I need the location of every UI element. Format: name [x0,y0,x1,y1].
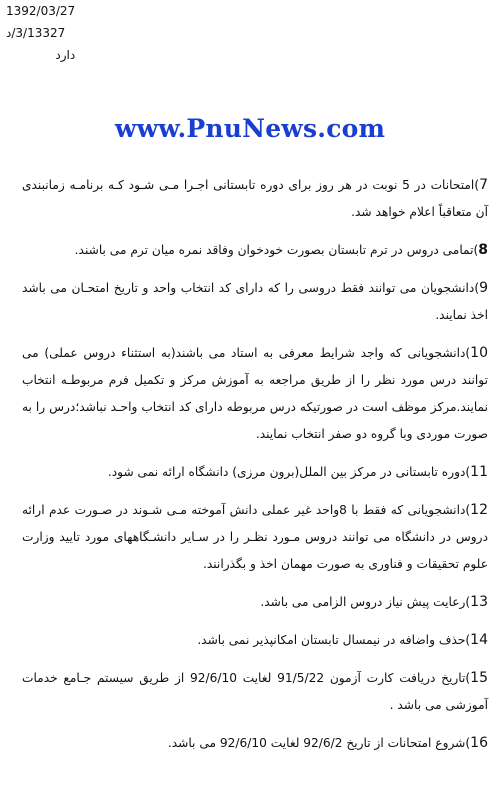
list-item: 12)دانشجویانی که فقط با 8واحد غیر عملی دانش آموخته مـی شـوند در صـورت عدم ارائه دروس در دانشگاه می توانند دروس مـورد نظـر را در سـایر دانشـگاههای مورد تایید وزارت علوم تحقیقات و فناوری به صورت مهمان اخذ و بگذرانند. [22,502,488,571]
letter-date: 1392/03/27 [6,4,76,18]
item-text: دانشجویان می توانند فقط دروسی را که دارای کد انتخاب واحد و تاریخ امتحـان می باشد اخذ نمایند. [22,281,488,322]
list-item: 14)حذف واضافه در نیمسال تابستان امکانپذیر نمی باشد. [197,632,488,648]
item-number: 12 [470,502,488,518]
list-item: 16)شروع امتحانات از تاریخ 92/6/2 لغایت 92/6/10 می باشد. [167,735,488,751]
letter-attachment: دارد [55,48,76,62]
item-text: تاریخ دریافت کارت آزمون 91/5/22 لغایت 92/6/10 از طریق سیستم جـامع خدمات آموزشی می باشد . [22,671,488,712]
item-number: 10 [470,345,488,361]
item-number: 16 [470,735,488,751]
item-text: دوره تابستانی در مرکز بین الملل(برون مرزی) دانشگاه ارائه نمی شود. [107,465,466,479]
item-number: 15 [470,670,488,686]
item-text: شروع امتحانات از تاریخ 92/6/2 لغایت 92/6/10 می باشد. [167,736,466,750]
item-text: حذف واضافه در نیمسال تابستان امکانپذیر نمی باشد. [197,633,466,647]
item-number: 9 [479,280,488,296]
list-item: 9)دانشجویان می توانند فقط دروسی را که دارای کد انتخاب واحد و تاریخ امتحـان می باشد اخذ نمایند. [22,280,488,322]
letter-header [6,0,75,66]
list-item: 10)دانشجویانی که واجد شرایط معرفی به استاد می باشند(به استثناء دروس عملی) می توانند درس مورد نظر را از طریق مراجعه به آموزش مرکز و تکمیل فرم مربوطـه انتخاب نمایند.مرکز موظف است در صورتیکه درس مربوطه دارای کد انتخاب واحـد نباشد؛درس را به صورت موردی وبا گروه دو صفر انتخاب نمایند. [22,345,488,441]
item-text: دانشجویانی که واجد شرایط معرفی به استاد می باشند(به استثناء دروس عملی) می توانند درس مورد نظر را از طریق مراجعه به آموزش مرکز و تکمیل فرم مربوطـه انتخاب نمایند.مرکز موظف است در صورتیکه درس مربوطه دارای کد انتخاب واحـد نباشد؛درس را به صورت موردی وبا گروه دو صفر انتخاب نمایند. [22,346,488,441]
item-number: 11 [470,464,488,480]
item-number: 8 [478,242,488,258]
list-item: 15)تاریخ دریافت کارت آزمون 91/5/22 لغایت 92/6/10 از طریق سیستم جـامع خدمات آموزشی می باشد . [22,670,488,712]
list-item: 7)امتحانات در 5 نوبت در هر روز برای دوره تابستانی اجـرا مـی شـود کـه برنامـه زمانبندی آن متعاقباً اعلام خواهد شد. [22,177,489,219]
list-item: 13)رعایت پیش نیاز دروس الزامی می باشد. [260,594,488,610]
item-text: رعایت پیش نیاز دروس الزامی می باشد. [260,595,466,609]
item-text: امتحانات در 5 نوبت در هر روز برای دوره تابستانی اجـرا مـی شـود کـه برنامـه زمانبندی آن متعاقباً اعلام خواهد شد. [22,178,488,219]
list-item: 11)دوره تابستانی در مرکز بین الملل(برون مرزی) دانشگاه ارائه نمی شود. [107,464,488,480]
list-item: 8)تمامی دروس در ترم تابستان بصورت خودخوان وفاقد نمره میان ترم می باشند. [74,242,488,258]
item-number: 13 [470,594,488,610]
letter-number: 3/13327/د [6,26,66,40]
item-number: 14 [470,632,488,648]
item-text: دانشجویانی که فقط با 8واحد غیر عملی دانش آموخته مـی شـوند در صـورت عدم ارائه دروس در دانشگاه می توانند دروس مـورد نظـر را در سـایر دانشـگاههای مورد تایید وزارت علوم تحقیقات و فناوری به صورت مهمان اخذ و بگذرانند. [22,503,488,571]
site-watermark: www.PnuNews.com [114,114,386,143]
item-text: تمامی دروس در ترم تابستان بصورت خودخوان وفاقد نمره میان ترم می باشند. [74,243,474,257]
item-number: 7 [479,177,489,193]
rules-list [22,172,488,768]
